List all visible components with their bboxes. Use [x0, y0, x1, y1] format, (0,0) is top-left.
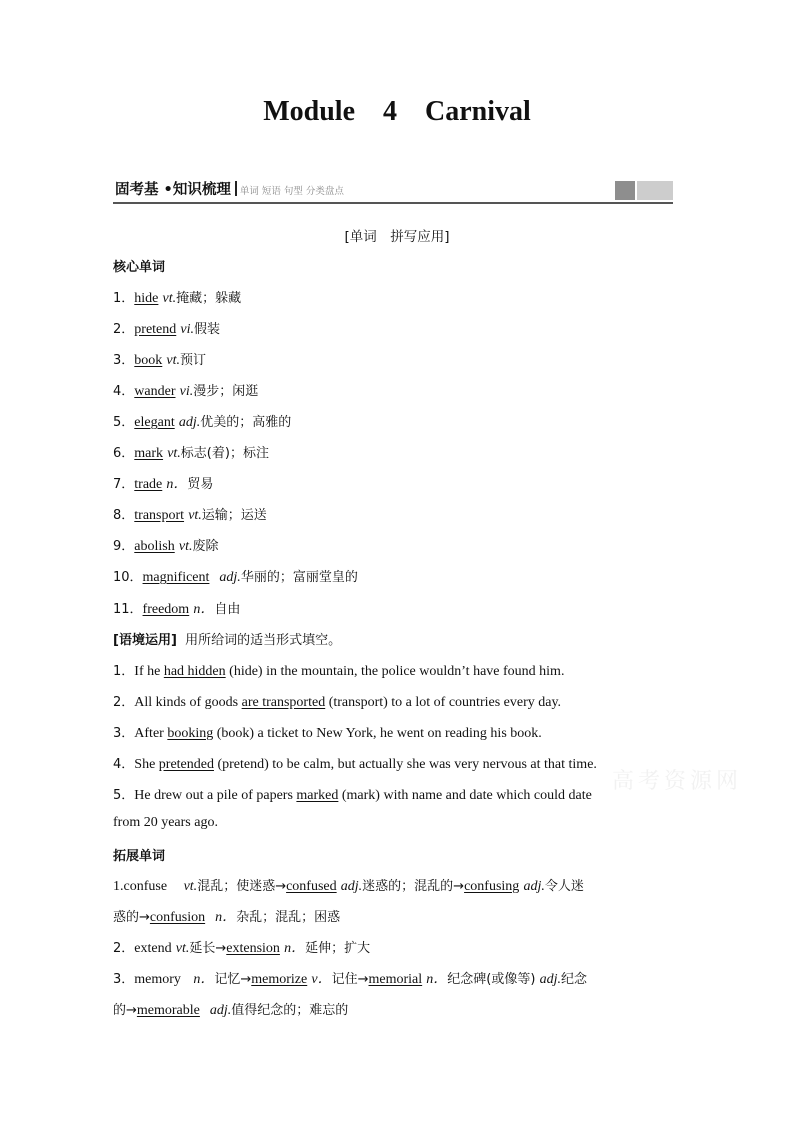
meaning: 自由 — [214, 602, 241, 617]
sentence-text: (transport) to a lot of countries every day. — [325, 695, 562, 710]
context-sentence — [113, 660, 683, 680]
meaning: 预订 — [180, 353, 207, 368]
item-number: 9． — [113, 539, 135, 554]
core-item — [113, 380, 683, 400]
part-of-speech: adj. — [539, 972, 561, 987]
answer-word: are transported — [241, 695, 326, 710]
core-item — [113, 287, 683, 307]
answer-word: memorial — [368, 972, 423, 987]
answer-word: book — [134, 353, 163, 368]
sentence-text: (hide) in the mountain, the police wouldn’t have found him. — [225, 664, 565, 679]
item-number: 7． — [113, 477, 135, 492]
answer-word: extension — [226, 941, 280, 956]
item-number: 2． — [113, 941, 135, 956]
base-word: memory — [134, 972, 181, 987]
meaning: 纪念碑(或像等) — [447, 972, 536, 987]
extended-item — [113, 875, 683, 895]
core-item — [113, 504, 683, 524]
meaning: 假装 — [194, 322, 221, 337]
meaning: 混乱；使迷惑→ — [197, 879, 287, 894]
meaning: 标志(着)；标注 — [180, 446, 269, 461]
context-sentence — [113, 722, 683, 742]
item-number: 5． — [113, 415, 135, 430]
title-word-module: Module — [263, 96, 355, 127]
item-number: 4． — [113, 384, 135, 399]
sentence-text: He drew out a pile of papers — [134, 788, 297, 803]
context-instruction — [113, 629, 683, 648]
answer-word: transport — [134, 508, 185, 523]
sentence-text: After — [134, 726, 168, 741]
banner-divider — [235, 181, 237, 196]
core-item — [113, 598, 683, 618]
meaning: 迷惑的；混乱的→ — [362, 879, 465, 894]
answer-word: marked — [296, 788, 339, 803]
meaning: 运输；运送 — [201, 508, 267, 523]
section-heading: [单词 拼写应用] — [344, 229, 450, 245]
sentence-text: (book) a ticket to New York, he went on reading his book. — [213, 726, 542, 741]
item-number: 3． — [113, 972, 135, 987]
part-of-speech: vt. — [183, 879, 198, 894]
part-of-speech: n． — [215, 910, 237, 925]
answer-word: trade — [134, 477, 163, 492]
meaning: 值得纪念的；难忘的 — [231, 1003, 349, 1018]
item-number: 11． — [113, 602, 143, 617]
context-label: [语境运用] — [113, 633, 177, 648]
meaning: 优美的；高雅的 — [200, 415, 292, 430]
banner-main-text: 固考基 •知识梳理 — [115, 182, 231, 198]
answer-word: memorable — [136, 1003, 200, 1018]
meaning: 惑的→ — [113, 910, 150, 925]
item-number: 2． — [113, 695, 135, 710]
meaning: 纪念 — [560, 972, 587, 987]
instruction-text: 用所给词的适当形式填空。 — [185, 633, 342, 648]
core-item — [113, 442, 683, 462]
meaning: 的→ — [113, 1003, 137, 1018]
core-item — [113, 535, 683, 555]
core-item — [113, 473, 683, 493]
answer-word: mark — [134, 446, 164, 461]
base-word: confuse — [123, 879, 168, 894]
sentence-text: (mark) with name and date which could date — [338, 788, 592, 803]
part-of-speech: n． — [193, 972, 215, 987]
item-number: 5． — [113, 788, 135, 803]
answer-word: wander — [134, 384, 176, 399]
sentence-text: (pretend) to be calm, but actually she was very nervous at that time. — [213, 757, 597, 772]
item-number: 1． — [113, 291, 135, 306]
part-of-speech: adj. — [178, 415, 201, 430]
answer-word: hide — [134, 291, 159, 306]
meaning: 漫步；闲逛 — [193, 384, 259, 399]
extended-words-heading: 拓展单词 — [113, 849, 166, 864]
item-number: 10． — [113, 570, 143, 585]
title-word-number: 4 — [383, 96, 397, 127]
extended-item — [113, 937, 683, 957]
meaning: 废除 — [192, 539, 219, 554]
meaning: 延伸；扩大 — [305, 941, 371, 956]
core-item — [113, 566, 683, 586]
answer-word: memorize — [251, 972, 308, 987]
extended-item-continued — [113, 999, 683, 1019]
part-of-speech: adj. — [340, 879, 363, 894]
extended-item — [113, 968, 683, 988]
title-word-carnival: Carnival — [425, 96, 531, 127]
item-number: 2． — [113, 322, 135, 337]
meaning: 延长→ — [189, 941, 227, 956]
item-number: 3． — [113, 726, 135, 741]
part-of-speech: vt. — [166, 353, 181, 368]
part-of-speech: adj. — [219, 570, 241, 585]
part-of-speech: vt. — [175, 941, 190, 956]
item-number: 8． — [113, 508, 135, 523]
answer-word: abolish — [134, 539, 175, 554]
answer-word: confusion — [149, 910, 206, 925]
banner-sub-text: 单词 短语 句型 分类盘点 — [239, 186, 344, 197]
answer-word: booking — [167, 726, 214, 741]
page-title — [0, 96, 794, 128]
item-number: 3． — [113, 353, 135, 368]
meaning: 记忆→ — [214, 972, 252, 987]
item-number: 1． — [113, 664, 135, 679]
meaning: 华丽的；富丽堂皇的 — [240, 570, 358, 585]
answer-word: elegant — [134, 415, 175, 430]
base-word: extend — [134, 941, 172, 956]
section-banner — [113, 180, 673, 204]
meaning: 杂乱；混乱；困惑 — [236, 910, 341, 925]
item-number: 1. — [113, 879, 124, 894]
meaning: 掩藏；躲藏 — [176, 291, 242, 306]
context-sentence — [113, 691, 683, 711]
part-of-speech: n． — [284, 941, 306, 956]
banner-dark-block — [615, 181, 635, 200]
sentence-text: She — [134, 757, 159, 772]
meaning: 令人迷 — [544, 879, 584, 894]
banner-light-block — [637, 181, 673, 200]
core-item — [113, 349, 683, 369]
item-number: 6． — [113, 446, 135, 461]
part-of-speech: vt. — [188, 508, 202, 523]
core-words-heading: 核心单词 — [113, 260, 166, 275]
item-number: 4． — [113, 757, 135, 772]
part-of-speech: vt. — [167, 446, 181, 461]
sentence-text: from 20 years ago. — [113, 815, 218, 830]
part-of-speech: adj. — [523, 879, 545, 894]
context-sentence — [113, 753, 683, 773]
context-sentence-continued — [113, 815, 683, 831]
context-sentence — [113, 784, 683, 804]
answer-word: confusing — [464, 879, 520, 894]
part-of-speech: vi. — [180, 322, 195, 337]
core-item — [113, 318, 683, 338]
sentence-text: If he — [134, 664, 164, 679]
answer-word: pretend — [134, 322, 177, 337]
answer-word: pretended — [158, 757, 214, 772]
part-of-speech: vt. — [178, 539, 193, 554]
part-of-speech: adj. — [209, 1003, 232, 1018]
extended-item-continued — [113, 906, 683, 926]
banner-label — [115, 180, 344, 202]
answer-word: freedom — [142, 602, 190, 617]
answer-word: confused — [286, 879, 337, 894]
answer-word: had hidden — [163, 664, 226, 679]
part-of-speech: n． — [193, 602, 215, 617]
meaning: 贸易 — [187, 477, 214, 492]
sentence-text: All kinds of goods — [134, 695, 242, 710]
watermark: 高考资源网 — [612, 769, 743, 794]
meaning: 记住→ — [331, 972, 369, 987]
part-of-speech: v． — [311, 972, 332, 987]
answer-word: magnificent — [142, 570, 210, 585]
core-item — [113, 411, 683, 431]
part-of-speech: vi. — [179, 384, 194, 399]
part-of-speech: vt. — [162, 291, 177, 306]
part-of-speech: n． — [166, 477, 188, 492]
part-of-speech: n． — [426, 972, 448, 987]
